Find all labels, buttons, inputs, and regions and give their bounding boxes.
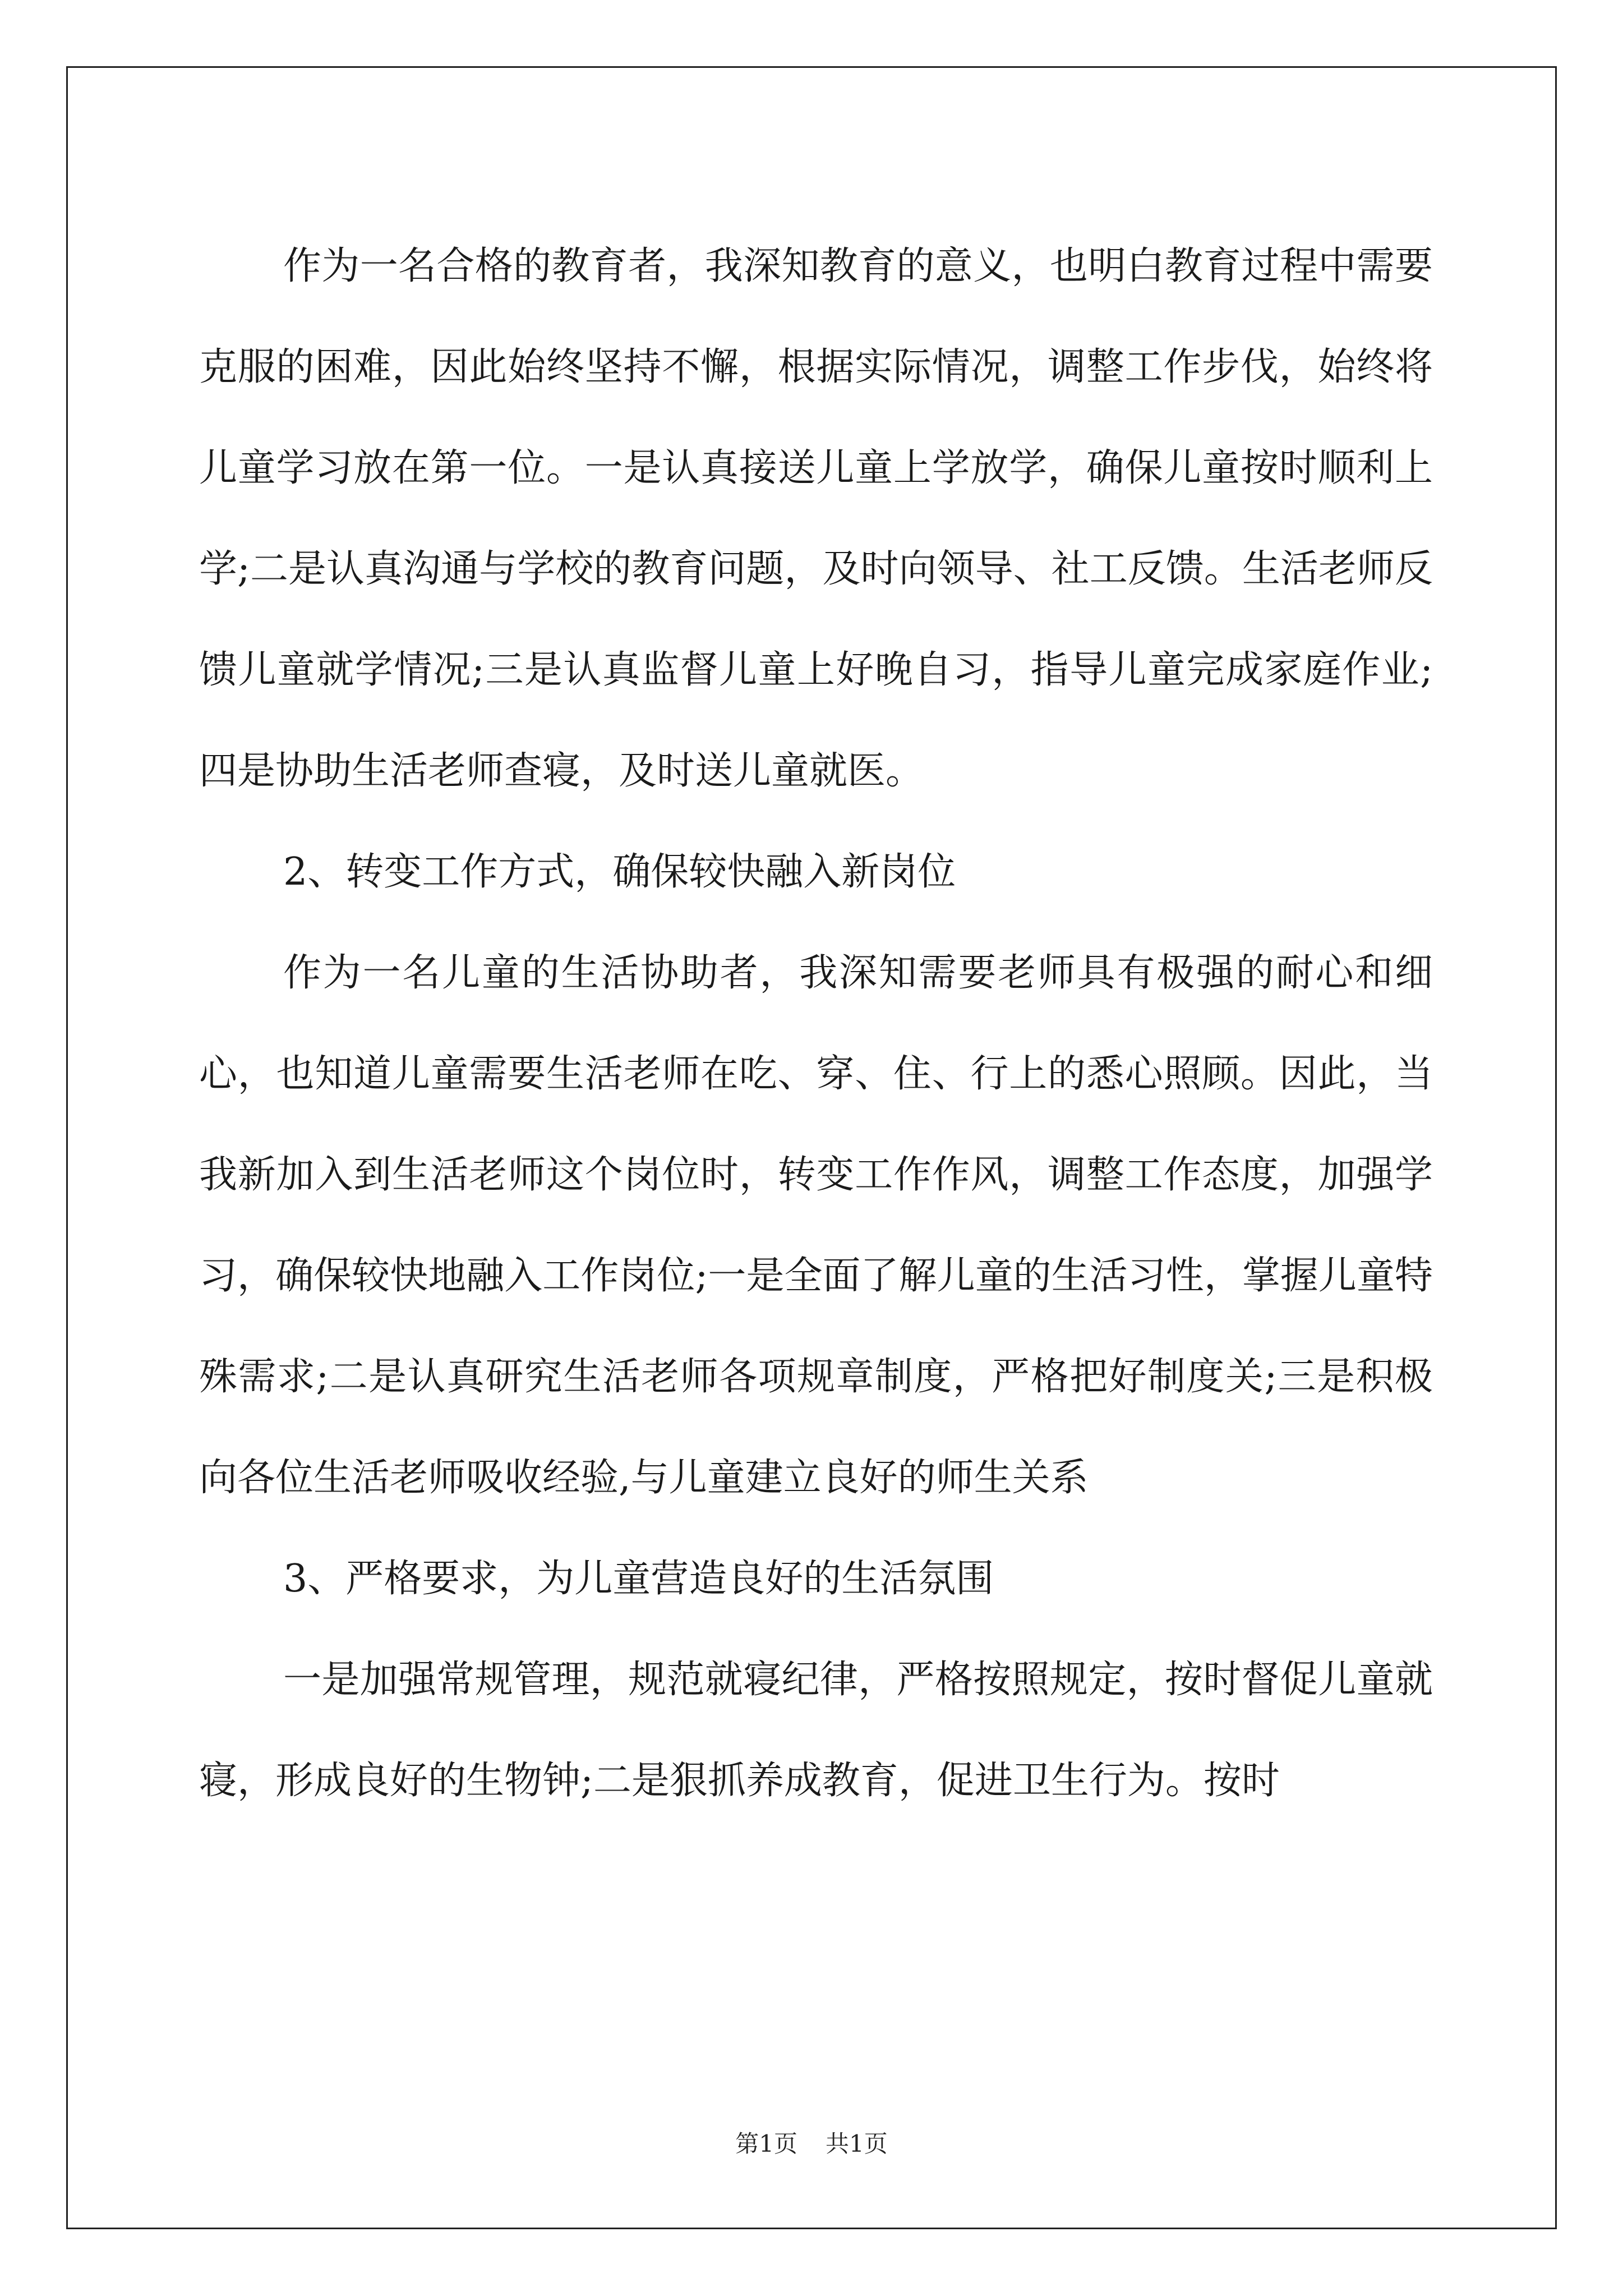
paragraph-strict-requirements: 一是加强常规管理，规范就寝纪律，严格按照规定，按时督促儿童就寝，形成良好的生物钟;二是狠抓养成教育，促进卫生行为。按时 <box>199 1658 1433 1803</box>
page-number: 第1页 <box>735 2130 797 2157</box>
section-heading-2: 2、转变工作方式，确保较快融入新岗位 <box>283 850 956 894</box>
document-body <box>199 216 1433 1832</box>
paragraph-education-role: 作为一名合格的教育者，我深知教育的意义，也明白教育过程中需要克服的困难，因此始终坚持不懈，根据实际情况，调整工作步伐，始终将儿童学习放在第一位。一是认真接送儿童上学放学，确保儿童按时顺利上学;二是认真沟通与学校的教育问题，及时向领导、社工反馈。生活老师反馈儿童就学情况;三是认真监督儿童上好晚自习，指导儿童完成家庭作业;四是协助生活老师查寝，及时送儿童就医。 <box>199 244 1433 793</box>
page-total: 共1页 <box>826 2130 888 2157</box>
page-footer <box>0 2127 1623 2161</box>
paragraph-life-assistant: 作为一名儿童的生活协助者，我深知需要老师具有极强的耐心和细心，也知道儿童需要生活老师在吃、穿、住、行上的悉心照顾。因此，当我新加入到生活老师这个岗位时，转变工作作风，调整工作态度，加强学习，确保较快地融入工作岗位;一是全面了解儿童的生活习性，掌握儿童特殊需求;二是认真研究生活老师各项规章制度，严格把好制度关;三是积极向各位生活老师吸收经验,与儿童建立良好的师生关系 <box>199 951 1433 1500</box>
section-heading-3: 3、严格要求，为儿童营造良好的生活氛围 <box>283 1557 994 1601</box>
